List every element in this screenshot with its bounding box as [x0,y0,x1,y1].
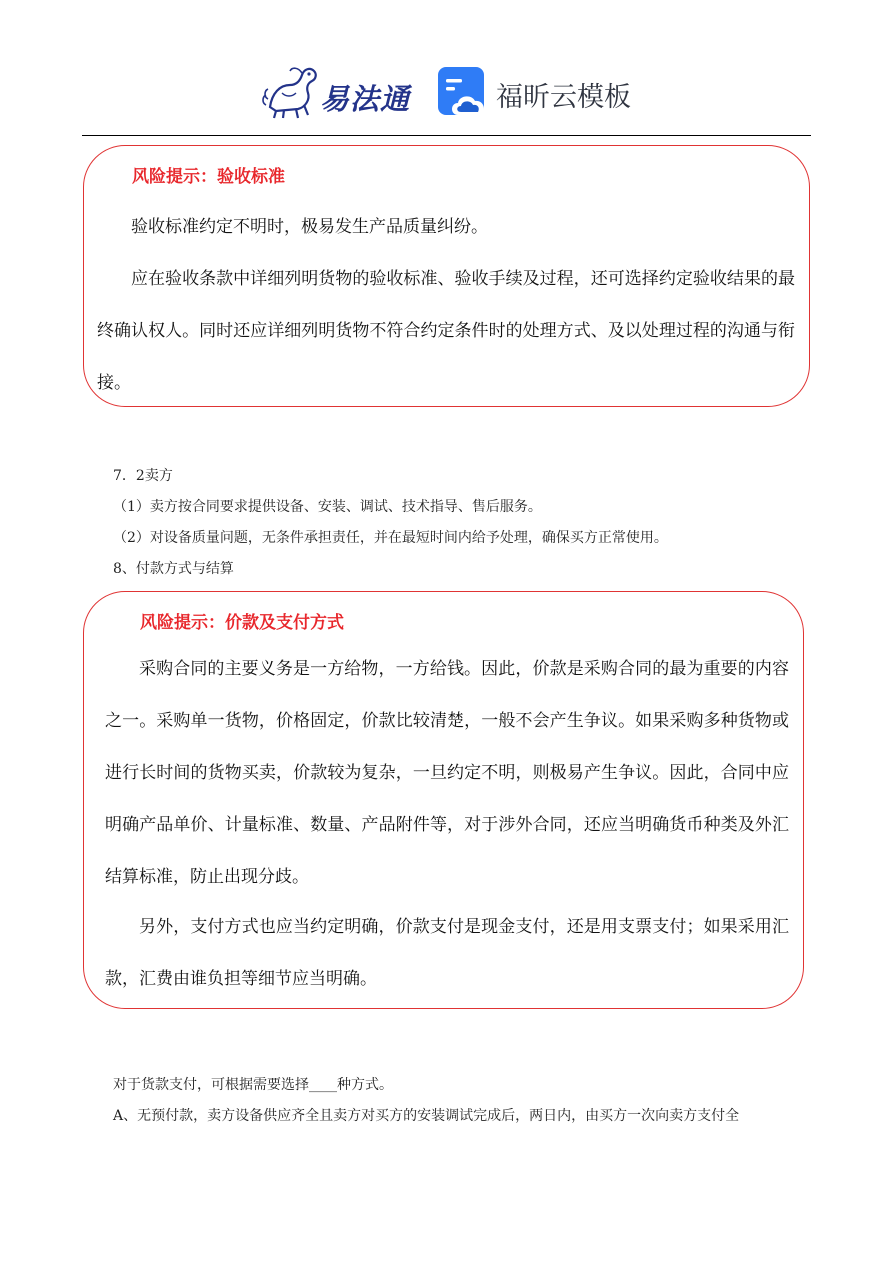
risk-paragraph: 另外，支付方式也应当约定明确，价款支付是现金支付，还是用支票支付；如果采用汇款，汇费由谁负担等细节应当明确。 [105,917,789,989]
header-divider [82,135,811,136]
risk-box-acceptance [83,145,810,407]
cloud-doc-icon [436,65,490,119]
yifatong-logo-text: 易法通 [320,82,411,116]
payment-choice-text: 对于货款支付，可根据需要选择____种方式。 [113,1077,393,1093]
risk-box-price-payment [83,591,804,1009]
section-heading-seller: 7．2卖方 [113,468,173,484]
risk-paragraph: 应在验收条款中详细列明货物的验收标准、验收手续及过程，还可选择约定验收结果的最终确认权人。同时还应详细列明货物不符合约定条件时的处理方式、及以处理过程的沟通与衔接。 [97,269,795,393]
yifatong-logo [262,63,412,119]
kirin-emblem-icon [262,63,322,119]
page-header [0,55,893,125]
clause-text: （2）对设备质量问题，无条件承担责任，并在最短时间内给予处理，确保买方正常使用。 [113,530,668,546]
risk-paragraph: 采购合同的主要义务是一方给物，一方给钱。因此，价款是采购合同的最为重要的内容之一。采购单一货物，价格固定，价款比较清楚，一般不会产生争议。如果采购多种货物或进行长时间的货物买卖，价款较为复杂，一旦约定不明，则极易产生争议。因此，合同中应明确产品单价、计量标准、数量、产品附件等，对于涉外合同，还应当明确货币种类及外汇结算标准，防止出现分歧。 [105,659,789,887]
payment-option-a: A、无预付款，卖方设备供应齐全且卖方对买方的安装调试完成后，两日内，由买方一次向卖方支付全 [113,1108,740,1124]
risk-title-acceptance: 风险提示：验收标准 [132,167,285,187]
risk-paragraph: 验收标准约定不明时，极易发生产品质量纠纷。 [131,217,488,237]
foxit-template-logo [436,65,636,119]
section-heading-payment: 8、付款方式与结算 [113,561,234,577]
clause-text: （1）卖方按合同要求提供设备、安装、调试、技术指导、售后服务。 [113,499,542,515]
foxit-template-logo-text: 福昕云模板 [496,82,631,113]
risk-title-price-payment: 风险提示：价款及支付方式 [140,613,344,633]
